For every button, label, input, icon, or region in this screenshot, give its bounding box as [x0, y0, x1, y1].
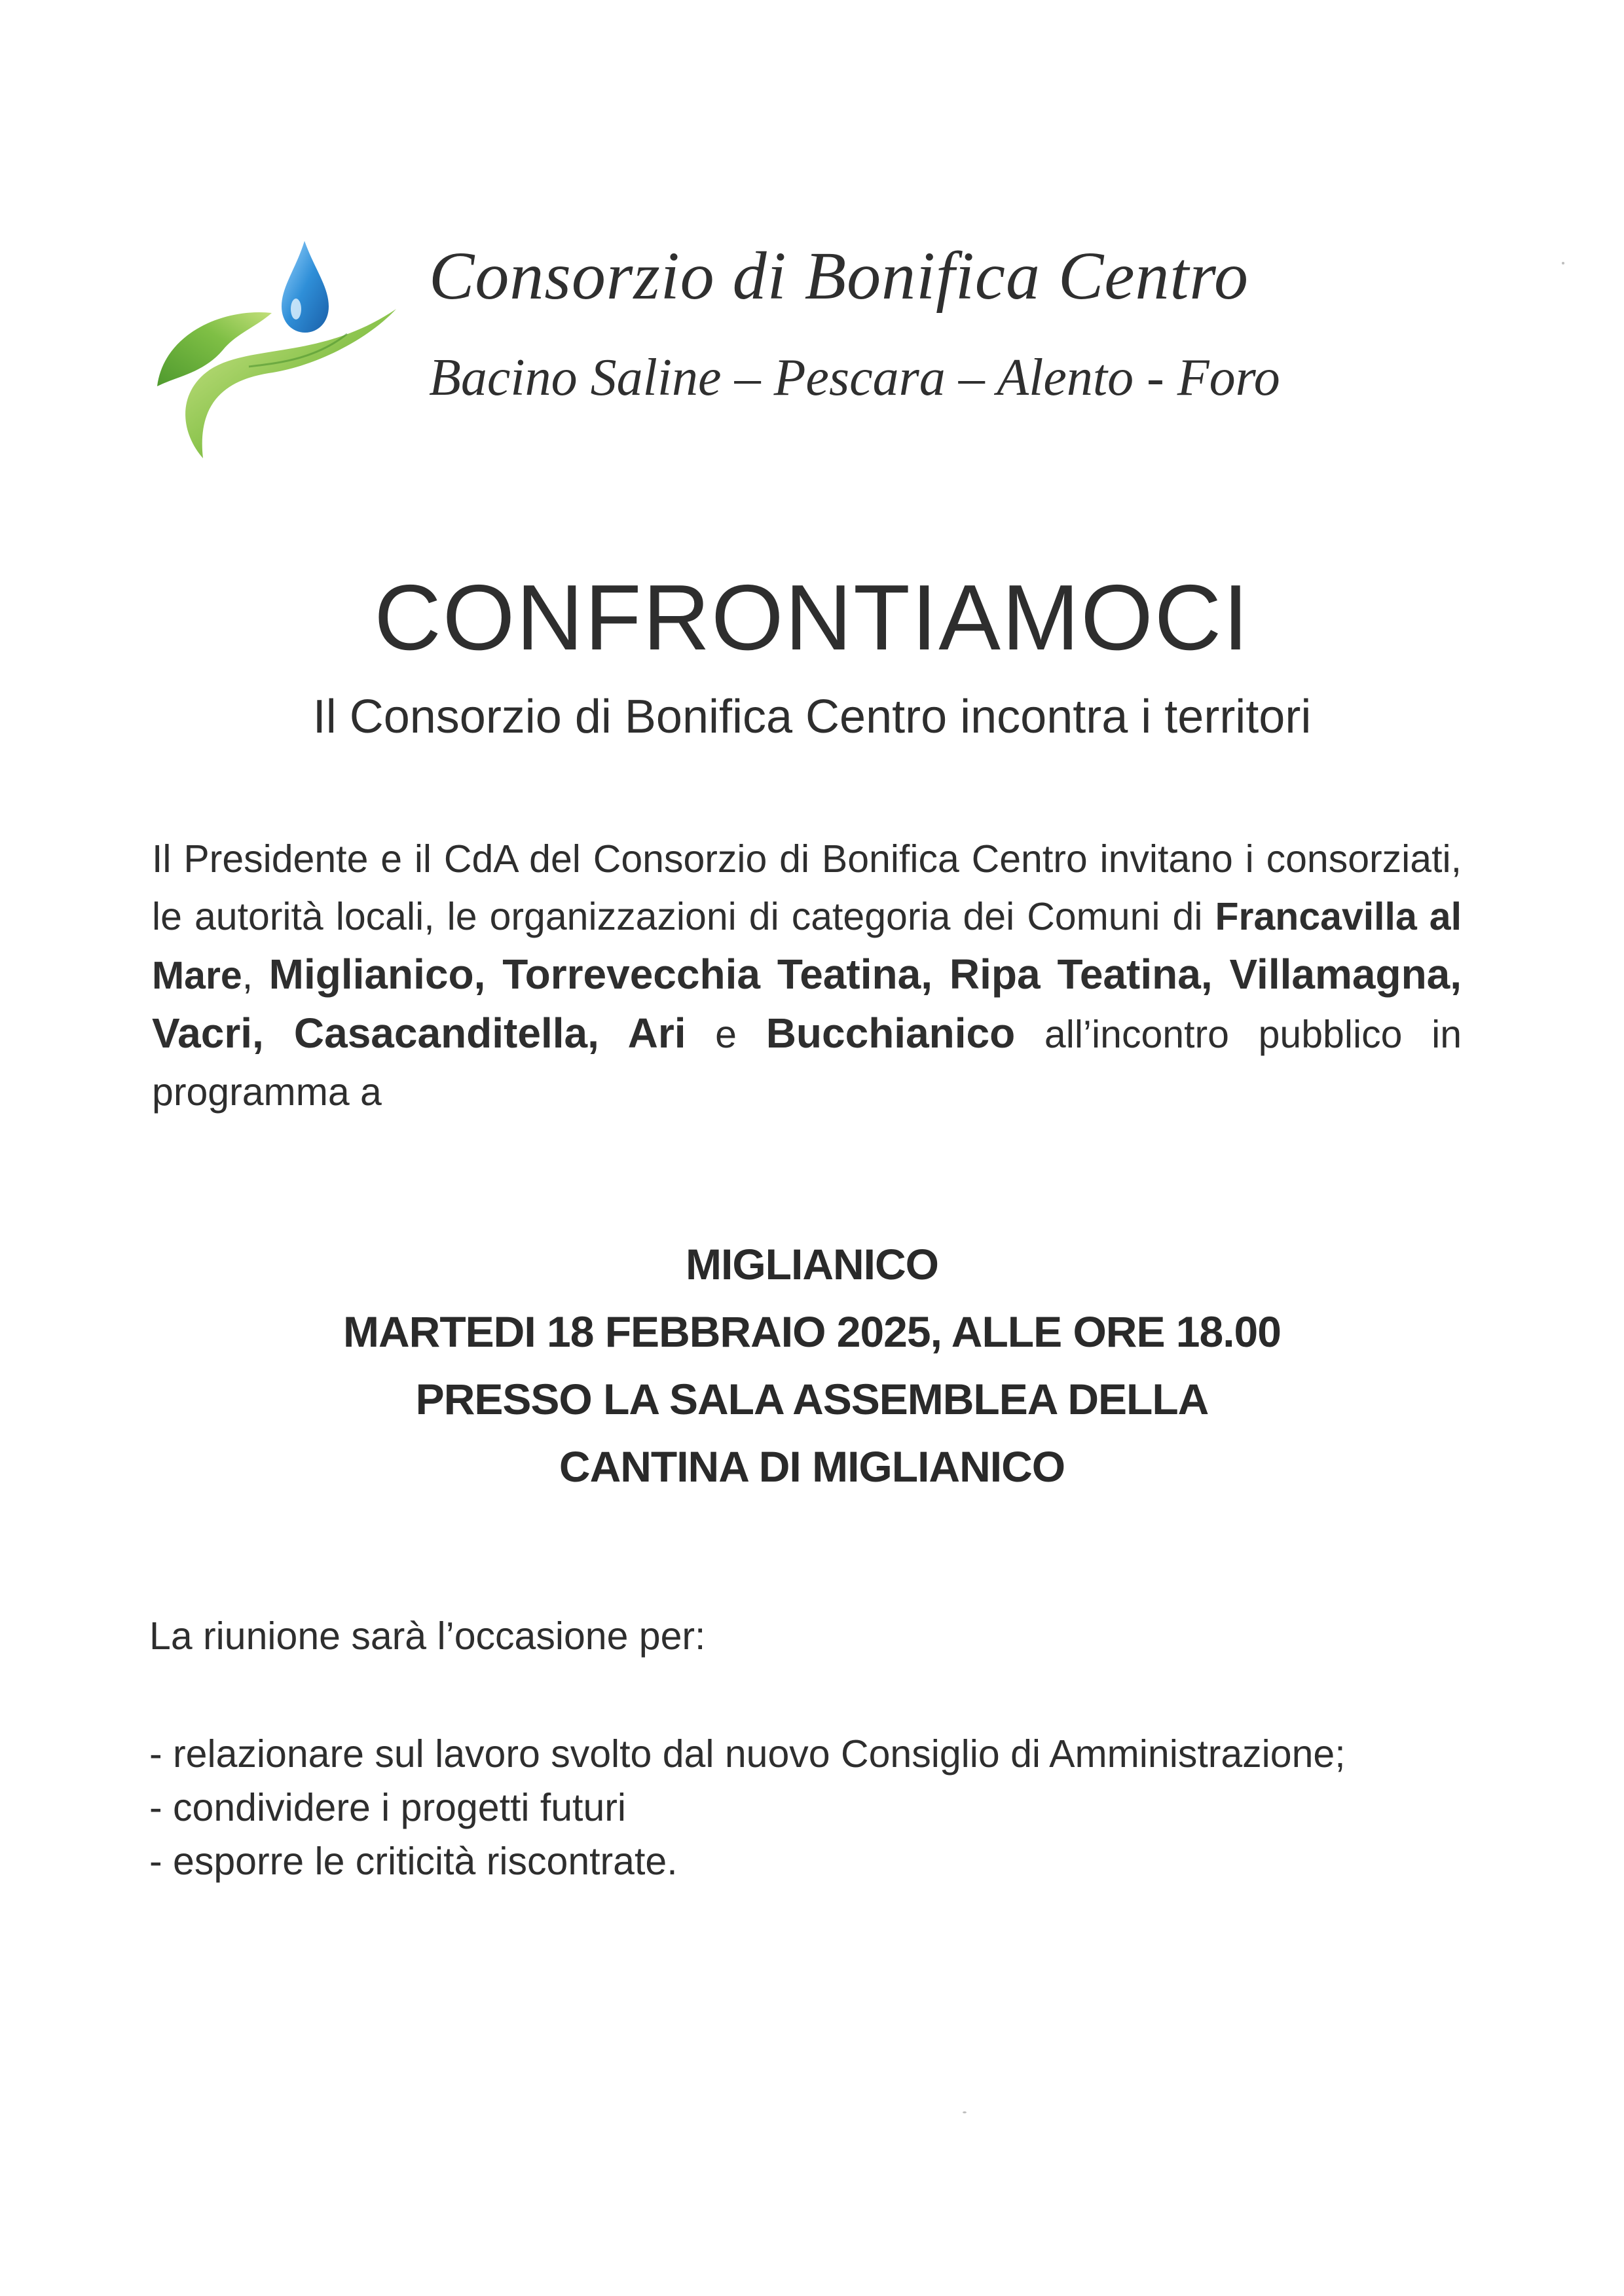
water-drop-leaf-logo-icon [151, 236, 399, 465]
organization-name: Consorzio di Bonifica Centro [429, 238, 1249, 314]
separator: , [242, 954, 269, 997]
organization-subtitle: Bacino Saline – Pescara – Alento - Foro [429, 349, 1280, 407]
event-venue-name: CANTINA DI MIGLIANICO [559, 1442, 1065, 1491]
town-name: Francavilla al Mare [152, 895, 1462, 997]
town-name: Ripa Teatina [949, 951, 1201, 998]
occasion-intro: La riunione sarà l’occasione per: [149, 1614, 706, 1658]
town-name: Vacri [152, 1010, 253, 1057]
page-title: CONFRONTIAMOCI [374, 566, 1250, 670]
town-name: Bucchianico [766, 1010, 1016, 1057]
separator: , [473, 951, 503, 998]
scan-speck [963, 2111, 967, 2113]
separator: , [921, 951, 950, 998]
agenda-list [149, 1727, 1346, 1888]
list-item: - condividere i progetti futuri [149, 1786, 627, 1829]
town-name: Torrevecchia Teatina [502, 951, 921, 998]
event-location: MIGLIANICO [686, 1240, 938, 1288]
town-name: Villamagna [1229, 951, 1450, 998]
town-name: Casacanditella [293, 1010, 588, 1057]
separator: , [587, 1010, 628, 1057]
event-venue: PRESSO LA SALA ASSEMBLEA DELLA [415, 1375, 1209, 1423]
separator: , [1450, 951, 1462, 998]
list-item: - relazionare sul lavoro svolto dal nuovo Consiglio di Amministrazione; [149, 1732, 1346, 1776]
separator: e [686, 1013, 766, 1056]
list-item: - esporre le criticità riscontrate. [149, 1840, 678, 1883]
intro-text: all’incontro pubblico in programma a [152, 1013, 1462, 1114]
town-name: Miglianico [268, 951, 474, 998]
town-name: Ari [627, 1010, 686, 1057]
intro-paragraph [152, 830, 1462, 1121]
scan-speck [1562, 262, 1564, 264]
separator: , [1200, 951, 1230, 998]
separator: , [252, 1010, 294, 1057]
event-date-time: MARTEDI 18 FEBBRAIO 2025, ALLE ORE 18.00 [343, 1307, 1281, 1356]
event-details [0, 1231, 1624, 1501]
intro-text: Il Presidente e il CdA del Consorzio di Bonifica Centro invitano i consorziati, le autorità locali, le organizzazioni di categoria dei Comuni di [152, 837, 1462, 938]
page-subtitle: Il Consorzio di Bonifica Centro incontra i territori [312, 691, 1312, 743]
